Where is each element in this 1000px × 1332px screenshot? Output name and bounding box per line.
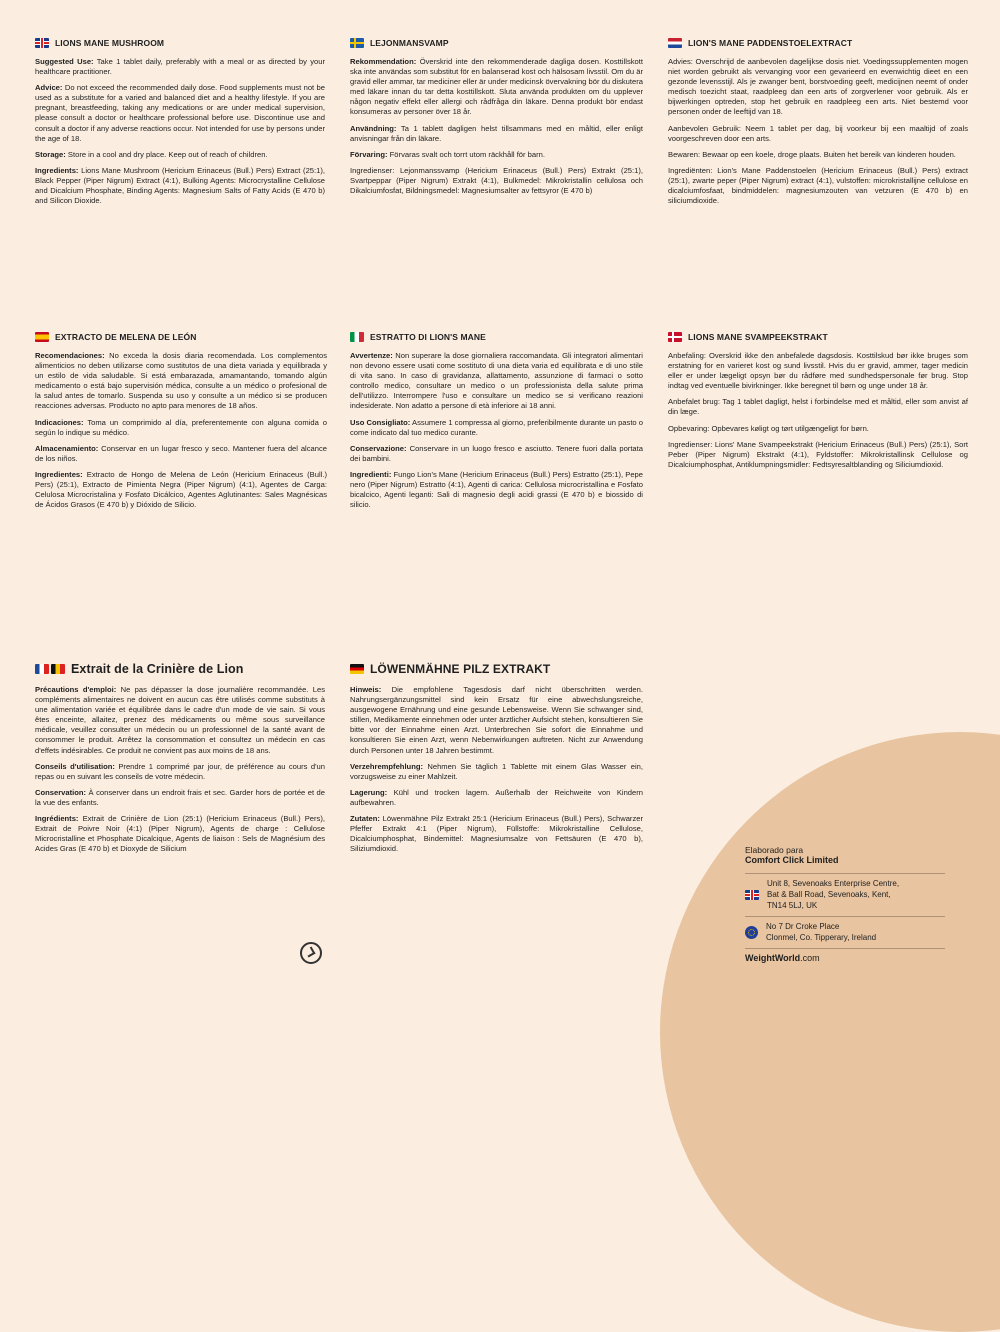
paragraph	[668, 150, 968, 160]
section-header	[668, 38, 968, 48]
paragraph-label: Förvaring:	[350, 149, 388, 159]
section-body	[350, 685, 643, 854]
section-body	[35, 685, 325, 854]
paragraph	[35, 685, 325, 756]
paragraph	[35, 166, 325, 206]
section-it	[350, 332, 643, 516]
paragraph	[668, 166, 968, 206]
paragraph-text: Anbefaling: Overskrid ikke den anbefalede dagsdosis. Kosttilskud bør ikke bruges som erstatning for en varieret kost og sund livsstil. Hvis du er gravid, ammer, tager medicin eller er under lægeligt opsyn bør du rådføre med sundhedspersonale før brug. Stop indtag ved eventuelle bivirkninger. Ikke beregnet til børn og unge under 18 år.	[668, 351, 968, 391]
paragraph-text: Nehmen Sie täglich 1 Tablette mit einem Glas Wasser ein, vorzugsweise zu einer Mahlzeit.	[350, 761, 643, 781]
paragraph	[35, 762, 325, 782]
section-title: EXTRACTO DE MELENA DE LEÓN	[55, 332, 197, 342]
paragraph	[350, 166, 643, 196]
section-es	[35, 332, 327, 516]
paragraph	[350, 57, 643, 118]
paragraph	[35, 150, 325, 160]
paragraph-text: Löwenmähne Pilz Extrakt 25:1 (Hericium Erinaceus (Bull.) Pers), Schwarzer Pfeffer Extrakt 4:1 (Piper Nigrum), Füllstoffe: Mikrokristalline Cellulose, Dicalciumphosphat, Bindemittel: Magnesiumsalze von Fettsäuren (E 470 b), Siliziumdioxid.	[350, 814, 643, 854]
address-line: Clonmel, Co. Tipperary, Ireland	[766, 933, 877, 942]
website	[745, 948, 945, 963]
paragraph	[668, 397, 968, 417]
paragraph	[350, 124, 643, 144]
section-title: LEJONMANSVAMP	[370, 38, 449, 48]
paragraph-label: Lagerung:	[350, 787, 388, 797]
paragraph	[668, 124, 968, 144]
address-line: No 7 Dr Croke Place	[766, 922, 840, 931]
paragraph-label: Ingredientes:	[35, 469, 83, 479]
paragraph-label: Avvertenze:	[350, 351, 393, 360]
paragraph-label: Précautions d'emploi:	[35, 685, 117, 694]
uk-flag-icon	[35, 38, 49, 48]
paragraph	[35, 444, 327, 464]
uk-flag-icon	[745, 890, 759, 900]
paragraph-text: Conservar en un lugar fresco y seco. Mantener fuera del alcance de los niños.	[35, 443, 327, 463]
paragraph	[350, 788, 643, 808]
paragraph-label: Rekommendation:	[350, 57, 417, 66]
section-fr	[35, 662, 325, 860]
paragraph-label: Användning:	[350, 123, 397, 133]
paragraph	[350, 814, 643, 854]
paragraph-label: Conseils d'utilisation:	[35, 761, 115, 771]
paragraph	[350, 418, 643, 438]
paragraph-label: Uso Consigliato:	[350, 417, 411, 427]
eu-flag-icon	[745, 926, 758, 939]
paragraph-text: Ingrediënten: Lion's Mane Paddenstoelen (Hericium Erinaceus (Bull.) Pers) extract (25:1), zwarte peper (Piper Nigrum) extract (4:1), vulstoffen: microkristallijne cellulose en dicalciumfosfaat, bindmiddelen: magnesiumzouten van vetzuren (E 470 b) en siliciumdioxide.	[668, 165, 968, 206]
paragraph	[668, 440, 968, 470]
section-title: LION'S MANE PADDENSTOELEXTRACT	[688, 38, 853, 48]
section-body	[668, 351, 968, 470]
uk-address	[745, 873, 945, 916]
france-flag-icon	[35, 664, 49, 674]
paragraph-text: Överskrid inte den rekommenderade dagliga dosen. Kosttillskott ska inte användas som substitut för en balanserad kost och hälsosam livsstil. Om du är gravid eller ammar, tar mediciner eller är under medicinsk övervakning bör du diskutera med läkare innan du tar detta kosttillskott. Sluta använda produkten om du upplever någon negativ effekt eller allergi och rådfråga din läkare. Denna produkt bör endast konsumeras av personer över 18 år.	[350, 57, 643, 117]
paragraph	[350, 470, 643, 510]
manufacturer-label: Elaborado para	[745, 845, 804, 855]
section-uk	[35, 38, 325, 212]
address-line: Unit 8, Sevenoaks Enterprise Centre,	[767, 879, 900, 888]
paragraph-text: Prendre 1 comprimé par jour, de préférence au cours d'un repas ou en suivant les conseils de votre médecin.	[35, 761, 326, 781]
paragraph-text: Assumere 1 compressa al giorno, preferibilmente durante un pasto o come indicato dal tuo medico curante.	[350, 417, 643, 437]
section-body	[668, 57, 968, 206]
paragraph-label: Indicaciones:	[35, 417, 84, 427]
website-domain: .com	[800, 953, 820, 963]
company-name: Comfort Click Limited	[745, 855, 839, 865]
paragraph-label: Zutaten:	[350, 814, 380, 824]
paragraph-text: Ne pas dépasser la dose journalière recommandée. Les compléments alimentaires ne doivent en aucun cas être utilisés comme substituts à une alimentation variée et équilibrée dans le cadre d'un mode de vie sain. Si vous êtes enceinte, allaitez, prenez des médicaments ou même sous surveillance médicale, veuillez consulter un médecin ou un professionnel de la santé avant de consommer le produit. Arrêtez la consommation et consultez un médecin en cas d'effets indésirables. Ce produit ne convient pas aux moins de 18 ans.	[35, 685, 325, 755]
address-line: Bat & Ball Road, Sevenoaks, Kent,	[767, 890, 891, 899]
section-header	[35, 332, 327, 342]
decorative-circle	[660, 732, 1000, 1332]
recycling-icon	[300, 942, 322, 964]
sweden-flag-icon	[350, 38, 364, 48]
section-header	[350, 332, 643, 342]
germany-flag-icon	[350, 664, 364, 674]
ie-address	[745, 916, 945, 948]
paragraph-text: Do not exceed the recommended daily dose. Food supplements must not be used as a substitute for a varied and balanced diet and a healthy lifestyle. If you are pregnant, breastfeeding, taking any medications or are under medical supervision, please consult a doctor or healthcare professional before use. Discontinue use and consult a doctor if any adverse reactions occur. Not intended for use by persons under the age of 18.	[35, 83, 325, 143]
section-title: LÖWENMÄHNE PILZ EXTRAKT	[370, 662, 551, 676]
section-title: ESTRATTO DI LION'S MANE	[370, 332, 486, 342]
paragraph-text: Extracto de Hongo de Melena de León (Hericium Erinaceus (Bull.) Pers) (25:1), Extracto de Pimienta Negra (Piper Nigrum) (4:1), Agentes de Carga: Celulosa Microcristalina y Fosfato Dicálcico, Agentes Aglutinantes: Sales Magnésicas de Ácidos Grasos (E 470 b) y Dióxido de Silicio.	[35, 469, 327, 510]
paragraph-label: Ingredients:	[35, 165, 79, 175]
paragraph-text: Ingredienser: Lions' Mane Svampeekstrakt (Hericium Erinaceus (Bull.) Pers) (25:1), Sort Peber (Piper Nigrum) Ekstrakt (4:1), Fyldstoffer: Mikrokristallinsk Cellulose og Dicalciumphosphat, Antiklumpningsmidler: Fedtsyresaltblanding og Siliciumdioxid.	[668, 439, 968, 469]
section-title: LIONS MANE MUSHROOM	[55, 38, 165, 48]
section-body	[35, 57, 325, 206]
paragraph-label: Recomendaciones:	[35, 351, 105, 360]
paragraph-text: Take 1 tablet daily, preferably with a meal or as directed by your healthcare practitioner.	[35, 57, 326, 77]
section-title: LIONS MANE SVAMPEEKSTRAKT	[688, 332, 828, 342]
paragraph-text: Ingredienser: Lejonmanssvamp (Hericium Erinaceus (Bull.) Pers) Extrakt (25:1), Svartpeppar (Piper Nigrum) Extrakt (4:1), Bulkmedel: Mikrokristallin cellulosa och Dikalciumfosfat, Bildningsmedel: Magnesiumsalter av fettsyror (E 470 b)	[350, 165, 643, 196]
paragraph-text: Bewaren: Bewaar op een koele, droge plaats. Buiten het bereik van kinderen houden.	[668, 149, 956, 159]
paragraph	[35, 57, 325, 77]
denmark-flag-icon	[668, 332, 682, 342]
paragraph	[350, 150, 643, 160]
paragraph	[35, 470, 327, 510]
paragraph-text: Förvaras svalt och torrt utom räckhåll för barn.	[387, 149, 545, 159]
section-body	[350, 351, 643, 510]
section-title: Extrait de la Crinière de Lion	[71, 662, 244, 676]
paragraph-label: Conservation:	[35, 787, 87, 797]
paragraph-label: Hinweis:	[350, 685, 382, 694]
paragraph	[35, 788, 325, 808]
paragraph-label: Ingredienti:	[350, 469, 392, 479]
paragraph-text: Kühl und trocken lagern. Außerhalb der Reichweite von Kindern aufbewahren.	[350, 787, 643, 807]
section-body	[35, 351, 327, 510]
paragraph-label: Almacenamiento:	[35, 443, 99, 453]
section-header	[668, 332, 968, 342]
section-dk	[668, 332, 968, 476]
paragraph-text: Lions Mane Mushroom (Hericium Erinaceus (Bull.) Pers) Extract (25:1), Black Pepper (Piper Nigrum) Extract (4:1), Bulking Agents: Microcrystalline Cellulose and Dicalcium Phosphate, Binding Agents: Magnesium Salts of Fatty Acids (E 470 b) and Silicon Dioxide.	[35, 165, 325, 206]
paragraph-label: Advice:	[35, 83, 63, 93]
paragraph-label: Verzehrempfehlung:	[350, 761, 423, 771]
paragraph-text: Toma un comprimido al día, preferentemente con alguna comida o según lo indique su médico.	[35, 417, 327, 437]
paragraph-text: Conservare in un luogo fresco e asciutto. Tenere fuori dalla portata dei bambini.	[350, 443, 643, 463]
paragraph-text: Advies: Overschrijd de aanbevolen dagelijkse dosis niet. Voedingssupplementen mogen niet worden gebruikt als vervanging voor een gevarieerd en evenwichtig dieet en een gezonde levensstijl. Als je zwanger bent, borstvoeding geeft, medicijnen neemt of onder medisch toezicht staat, raadpleeg dan een arts of zorgverlener voor gebruik. Als er bijwerkingen optreden, stop het gebruik en raadpleeg een arts. Niet bestemd voor personen onder de leeftijd van 18.	[668, 57, 968, 117]
belgium-flag-icon	[51, 664, 65, 674]
paragraph	[668, 57, 968, 118]
paragraph-text: No exceda la dosis diaria recomendada. Los complementos alimenticios no deben utilizarse como sustitutos de una dieta variada y equilibrada y un estilo de vida saludable. Si está embarazada, amamantando, tomando algún medicamento o está bajo supervisión médica, consulte a un médico o profesional de la salud antes de tomarlo. Suspenda su uso y consulte a un médico si se producen reacciones adversas. Producto no apto para menores de 18 años.	[35, 351, 327, 411]
paragraph-label: Ingrédients:	[35, 814, 79, 824]
section-header	[350, 662, 643, 676]
italy-flag-icon	[350, 332, 364, 342]
paragraph-text: Non superare la dose giornaliera raccomandata. Gli integratori alimentari non devono essere usati come sostituto di una dieta varia ed equilibrata e di uno stile di vita sano. In caso di gravidanza, allattamento, assunzione di farmaci o sotto controllo medico, consultare un medico o un professionista della salute prima dell'utilizzo. Interrompere l'uso e consultare un medico se si verificano reazioni indesiderate. Non adatto a persone di età inferiore ai 18 anni.	[350, 351, 643, 411]
paragraph	[35, 83, 325, 144]
paragraph-text: Extrait de Crinière de Lion (25:1) (Hericium Erinaceus (Bull.) Pers), Extrait de Poivre Noir (4:1) (Piper Nigrum), Agents de charge : Cellulose Microcristalline et Phosphate Dicalcique, Agents de liaison : Sels de Magnésium des Acides Gras (E 470 b) et Dioxyde de Silicium	[35, 814, 325, 854]
spain-flag-icon	[35, 332, 49, 342]
paragraph	[350, 685, 643, 756]
paragraph-text: À conserver dans un endroit frais et sec. Garder hors de portée et de la vue des enfants.	[35, 787, 325, 807]
paragraph	[35, 351, 327, 412]
section-nl	[668, 38, 968, 212]
paragraph	[350, 762, 643, 782]
paragraph	[35, 418, 327, 438]
paragraph-text: Opbevaring: Opbevares køligt og tørt utilgængeligt for børn.	[668, 423, 869, 433]
paragraph-text: Anbefalet brug: Tag 1 tablet dagligt, helst i forbindelse med et måltid, eller som anvist af din læge.	[668, 397, 968, 417]
paragraph	[350, 351, 643, 412]
paragraph-text: Store in a cool and dry place. Keep out of reach of children.	[65, 149, 268, 159]
section-se	[350, 38, 643, 202]
manufacturer-block	[745, 845, 945, 963]
paragraph-label: Storage:	[35, 149, 66, 159]
section-header	[35, 662, 325, 676]
paragraph-text: Ta 1 tablett dagligen helst tillsammans med en måltid, eller enligt anvisningar från din läkare.	[350, 123, 643, 143]
section-de	[350, 662, 643, 860]
paragraph-text: Die empfohlene Tagesdosis darf nicht überschritten werden. Nahrungsergänzungsmittel sind kein Ersatz für eine abwechslungsreiche, ausgewogene Ernährung und eine gesunde Lebensweise. Wenn Sie schwanger sind, stillen, Medikamente einnehmen oder unter ärztlicher Aufsicht stehen, konsultieren Sie bitte vor der Einnahme einen Arzt. Unterbrechen Sie sofort die Einnahme und konsultieren Sie einen Arzt, wenn Nebenwirkungen auftreten. Nicht zur Anwendung durch Personen unter 18 Jahren bestimmt.	[350, 685, 643, 755]
section-header	[35, 38, 325, 48]
netherlands-flag-icon	[668, 38, 682, 48]
paragraph-text: Fungo Lion's Mane (Hericium Erinaceus (Bull.) Pers) Estratto (25:1), Pepe nero (Piper Nigrum) Estratto (4:1), Agenti di carica: Cellulosa microcristallina e Fosfato bicalcico, Agenti leganti: Sali di magnesio degli acidi grassi (E 470 b) e biossido di silicio.	[350, 469, 643, 510]
paragraph-text: Aanbevolen Gebruik: Neem 1 tablet per dag, bij voorkeur bij een maaltijd of zoals voorgeschreven door een arts.	[668, 123, 968, 143]
paragraph	[35, 814, 325, 854]
website-brand: WeightWorld	[745, 953, 801, 963]
paragraph	[350, 444, 643, 464]
address-line: TN14 5LJ, UK	[767, 901, 818, 910]
paragraph	[668, 351, 968, 391]
section-body	[350, 57, 643, 196]
paragraph	[668, 424, 968, 434]
paragraph-label: Suggested Use:	[35, 57, 94, 66]
paragraph-label: Conservazione:	[350, 443, 407, 453]
section-header	[350, 38, 643, 48]
